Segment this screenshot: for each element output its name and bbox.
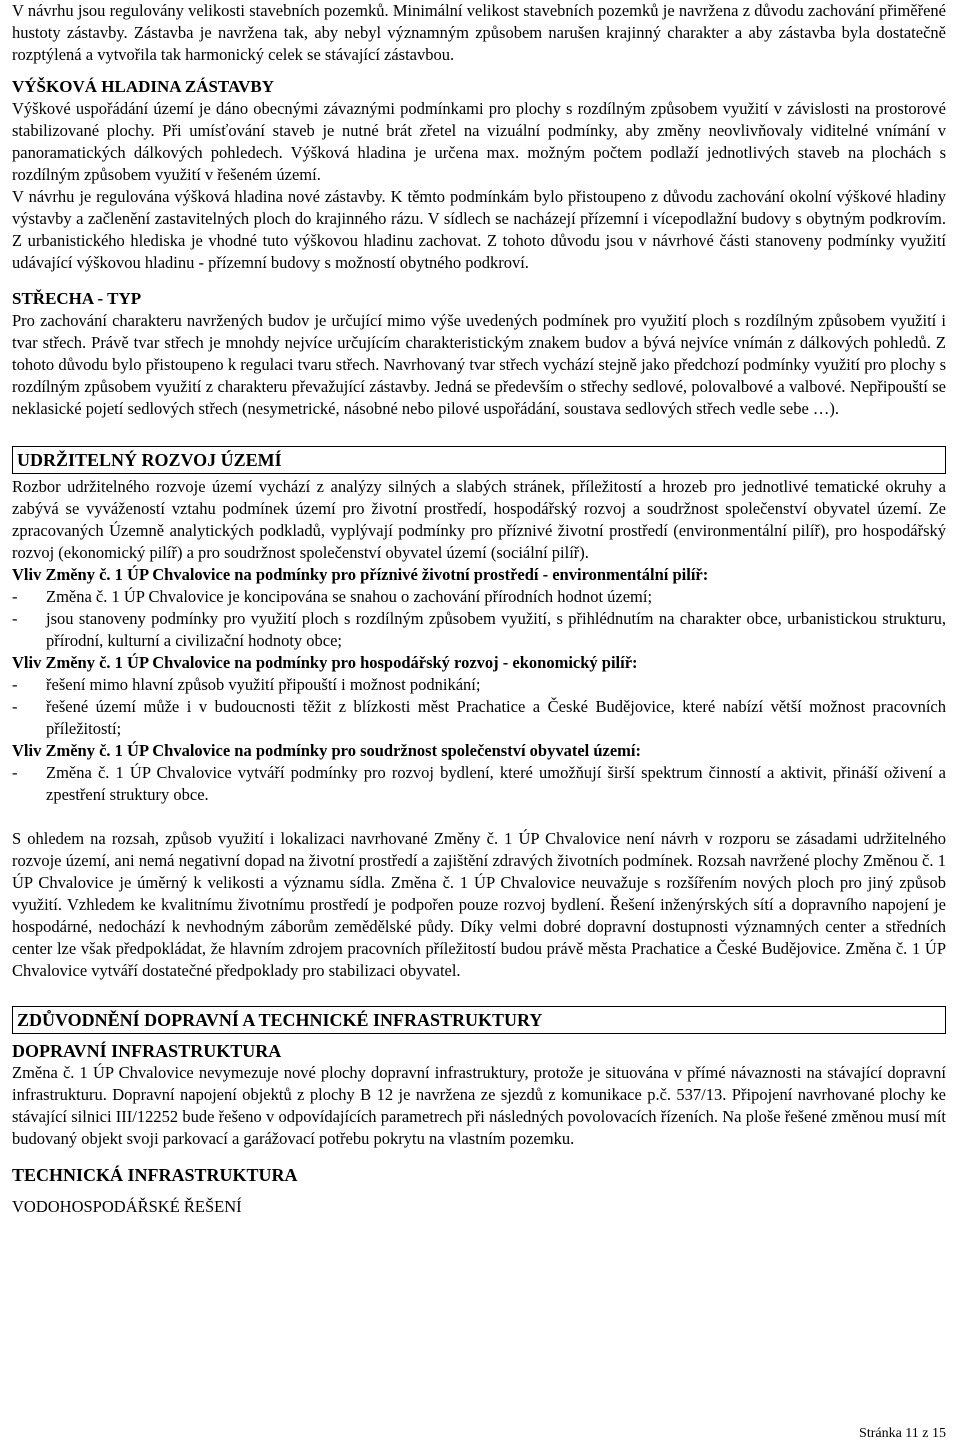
list-item: - jsou stanoveny podmínky pro využití ploch s rozdílným způsobem využití, s přihlédnutím na charakter obce, urbanistickou strukturu, přírodní, kulturní a civilizační hodnoty obce; xyxy=(12,609,946,650)
udrzitelny-paragraph-2: S ohledem na rozsah, způsob využití i lokalizaci navrhované Změny č. 1 ÚP Chvalovice není návrh v rozporu se zásadami udržitelného rozvoje území, ani nemá negativní dopad na životní prostředí a zajištění zdravých životních podmínek. Rozsah navržené plochy Změnou č. 1 ÚP Chvalovice je úměrný k velikosti a významu sídla. Změna č. 1 ÚP Chvalovice neuvažuje s rozšířením nových ploch pro jiný způsob využití. Vzhledem ke kvalitnímu životnímu prostředí je podpořen pouze rozvoj bydlení. Řešení inženýrských sítí a dopravního napojení je hospodárné, nedochází k nevhodným záborům zemědělské půdy. Díky velmi dobré dopravní dostupnosti významných center a středních center lze však předpokládat, že hlavním zdrojem pracovních příležitostí budou právě města Prachatice a České Budějovice. Změna č. 1 ÚP Chvalovice vytváří dostatečné předpoklady pro stabilizaci obyvatel. xyxy=(12,829,946,980)
heading-vodohospodarske-reseni: VODOHOSPODÁŘSKÉ ŘEŠENÍ xyxy=(12,1197,242,1216)
heading-strecha-typ: STŘECHA - TYP xyxy=(12,289,142,308)
document-page xyxy=(12,0,946,1218)
vyskova-paragraph-2: V návrhu je regulována výšková hladina nové zástavby. K těmto podmínkám bylo přistoupeno z důvodu zachování okolní výškové hladiny výstavby a začlenění zastavitelných ploch do krajinného rázu. V sídlech se nacházejí přízemní i vícepodlažní budovy s obytným podkrovím. Z urbanistického hlediska je vhodné tuto výškovou hladinu zachovat. Z tohoto důvodu jsou v návrhové části stanoveny podmínky využití udávající výškovou hladinu - přízemní budovy s možností obytného podkroví. xyxy=(12,187,946,272)
heading-zduvodneni-infrastruktury: ZDŮVODNĚNÍ DOPRAVNÍ A TECHNICKÉ INFRASTRUKTURY xyxy=(12,1006,946,1034)
list-item: - Změna č. 1 ÚP Chvalovice je koncipována se snahou o zachování přírodních hodnot území; xyxy=(12,587,653,606)
doprava-paragraph: Změna č. 1 ÚP Chvalovice nevymezuje nové plochy dopravní infrastruktury, protože je situována v přímé návaznosti na stávající dopravní infrastrukturu. Dopravní napojení objektů z plochy B 12 je navržena ze sjezdů z komunikace p.č. 537/13. Připojení navrhované plochy ke stávající silnici III/12252 bude řešeno v odpovídajících parametrech při následných povolovacích řízeních. Na ploše řešené změnou musí mít budovaný objekt svoji parkovací a garážovací potřebu pokrytu na vlastním pozemku. xyxy=(12,1063,946,1148)
vyskova-paragraph-1: Výškové uspořádání území je dáno obecnými závaznými podmínkami pro plochy s rozdílným způsobem využití v závislosti na prostorové stabilizované plochy. Při umísťování staveb je nutné brát zřetel na vizuální podmínky, aby změny neovlivňovaly viditelné vnímání v panoramatických dálkových pohledech. Výšková hladina je určena max. možným počtem podlaží jednotlivých staveb na plochách s rozdílným způsobem využití v řešeném území. xyxy=(12,99,946,184)
intro-paragraph: V návrhu jsou regulovány velikosti stavebních pozemků. Minimální velikost stavebních pozemků je navržena z důvodu zachování přiměřené hustoty zástavby. Zástavba je navržena tak, aby nebyl významným způsobem narušen krajinný charakter a aby zástavba byla dostatečně rozptýlená a vytvořila tak harmonický celek se stávající zástavbou. xyxy=(12,1,946,64)
list-item: - řešení mimo hlavní způsob využití připouští i možnost podnikání; xyxy=(12,675,481,694)
list-item: - řešené území může i v budoucnosti těžit z blízkosti měst Prachatice a České Budějovice, které nabízí větší možnost pracovních příležitostí; xyxy=(12,697,946,738)
heading-dopravni-infrastruktura: DOPRAVNÍ INFRASTRUKTURA xyxy=(12,1041,282,1061)
heading-udrzitelny-rozvoj: UDRŽITELNÝ ROZVOJ ÚZEMÍ xyxy=(12,446,946,474)
soc-pilir-heading: Vliv Změny č. 1 ÚP Chvalovice na podmínky pro soudržnost společenství obyvatel území: xyxy=(12,741,642,760)
heading-technicka-infrastruktura: TECHNICKÁ INFRASTRUKTURA xyxy=(12,1165,298,1185)
list-item: - Změna č. 1 ÚP Chvalovice vytváří podmínky pro rozvoj bydlení, které umožňují širší spektrum činností a aktivit, přináší oživení a zpestření struktury obce. xyxy=(12,763,946,804)
strecha-paragraph: Pro zachování charakteru navržených budov je určující mimo výše uvedených podmínek pro využití ploch s rozdílným způsobem využití i tvar střech. Právě tvar střech je mnohdy nejvíce určujícím charakteristickým znakem budov a bývá nejvíce vnímán z dálkových pohledů. Z tohoto důvodu bylo přistoupeno k regulaci tvaru střech. Navrhovaný tvar střech vychází stejně jako předchozí podmínky využití pro plochy s rozdílným způsobem využití z charakteru převažující zástavby. Jedná se především o střechy sedlové, polovalbové a valbové. Nepřipouští se neklasické pojetí sedlových střech (nesymetrické, násobné nebo pilové uspořádání, soustava sedlových střech vedle sebe …). xyxy=(12,311,946,418)
heading-vyskova-hladina: VÝŠKOVÁ HLADINA ZÁSTAVBY xyxy=(12,77,274,96)
env-pilir-heading: Vliv Změny č. 1 ÚP Chvalovice na podmínky pro příznivé životní prostředí - environmentální pilíř: xyxy=(12,565,709,584)
page-number: Stránka 11 z 15 xyxy=(859,1426,946,1441)
udrzitelny-paragraph-1: Rozbor udržitelného rozvoje území vychází z analýzy silných a slabých stránek, příležitostí a hrozeb pro jednotlivé tematické okruhy a zabývá se vyvážeností vztahu podmínek území pro životní prostředí, hospodářský rozvoj a soudržnost společenství obyvatel území. Ze zpracovaných Územně analytických podkladů, vyplývají podmínky pro příznivé životní prostředí (environmentální pilíř), pro hospodářský rozvoj (ekonomický pilíř) a pro soudržnost společenství obyvatel území (sociální pilíř). xyxy=(12,477,946,562)
eko-pilir-heading: Vliv Změny č. 1 ÚP Chvalovice na podmínky pro hospodářský rozvoj - ekonomický pilíř: xyxy=(12,653,638,672)
